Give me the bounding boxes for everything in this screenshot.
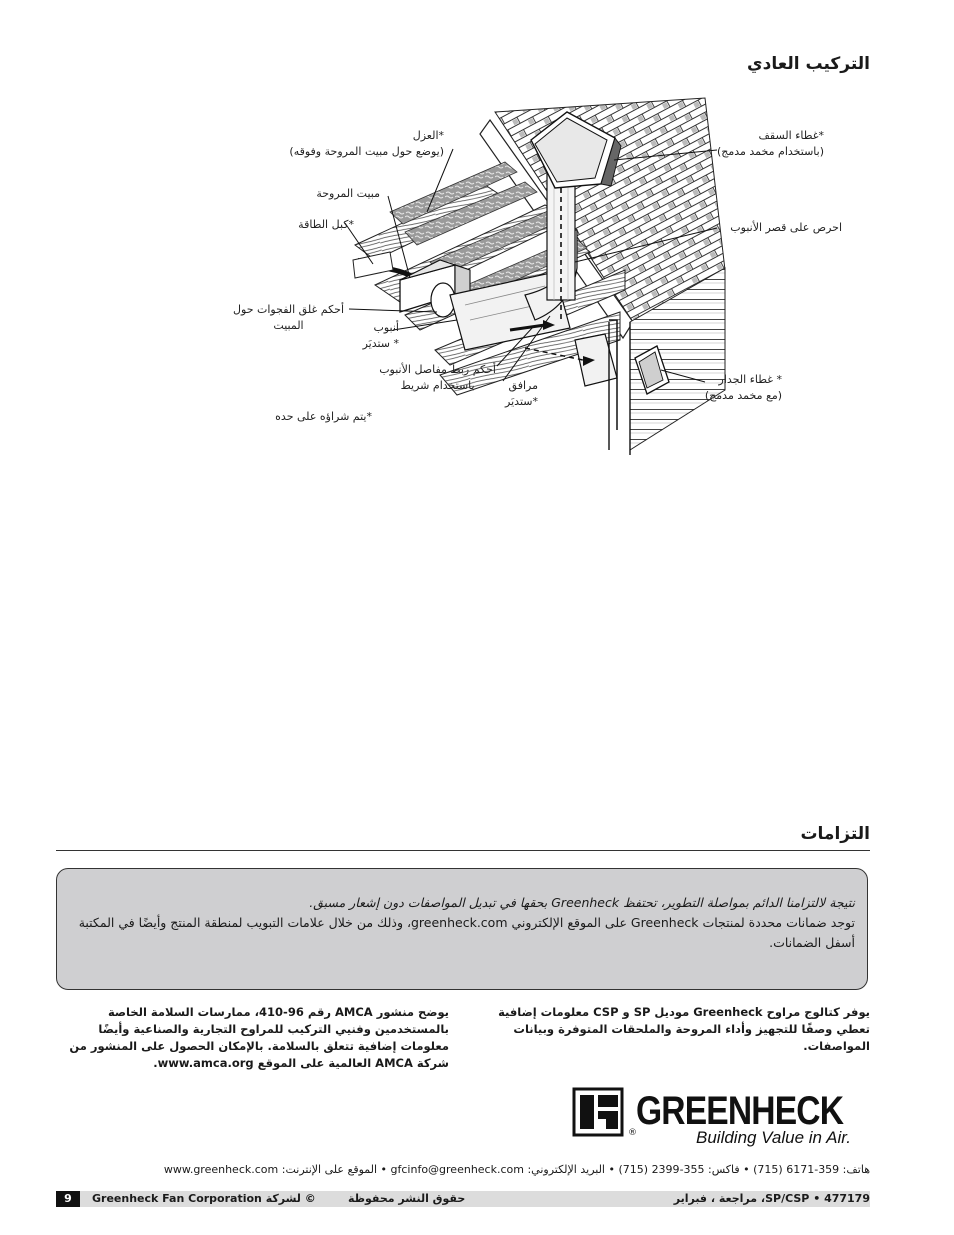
label-wall-cap: * غطاء الجدار (مع مخمد مدمج) (704, 373, 782, 402)
warranty-body: توجد ضمانات محددة لمنتجات Greenheck على الموقع الإلكتروني greenheck.com، وذلك من خلال علامات التبويب لمنطقة المنتج وأيضًا في المكتبة أسفل الضمانات. (78, 915, 855, 950)
warranty-notice: نتيجة لالتزامنا الدائم بمواصلة التطوير، تحتفظ Greenheck بحقها في تبديل المواصفات دون إشعار مسبق. (309, 895, 855, 910)
page-number: 9 (56, 1191, 80, 1207)
catalog-info: يوفر كتالوج مراوح Greenheck موديل SP و CSP معلومات إضافية تعطي وصفًا للتجهيز وأداء المروحة والملحقات المتوفرة وبيانات المواصفات. (498, 1005, 870, 1053)
label-joint-tape: أحكم ربط مفاصل الأنبوب باستخدام شريط (379, 363, 496, 392)
section-title-install: التركيب العادي (747, 54, 870, 74)
section-title-warranty: التزامات (800, 824, 870, 844)
contact-info: هاتف: 359-6171 (715) • فاكس: 355-2399 (715) • البريد الإلكتروني: gfcinfo@greenheck.com • الموقع على الإنترنت: www.greenheck.com (163, 1163, 870, 1176)
label-insulation: *العزل (يوضع حول مبيت المروحة وفوقه) (289, 129, 444, 158)
label-tube: أنبوب * ستديَر (362, 321, 399, 350)
footer-copyright: © لشركة Greenheck Fan Corporation (92, 1192, 316, 1205)
label-duct-care: احرص على قصر الأنبوب (730, 221, 842, 234)
label-elbow: مرافق *ستديَر (505, 379, 538, 408)
label-fan-housing: مبيت المروحة (316, 187, 380, 200)
label-power-cable: *كبل الطاقة (298, 218, 354, 231)
amca-info: يوضح منشور AMCA رقم 96-410، ممارسات السلامة الخاصة بالمستخدمين وفنيي التركيب للمراوح التجارية والصناعية وأيضًا معلومات إضافية تتعلق بالسلامة. بالإمكان الحصول على المنشور من شركة AMCA العالمية على الموقع www.amca.org. (69, 1005, 449, 1070)
section-divider (56, 850, 870, 851)
label-supplied-note: *يتم شراؤه على حده (275, 410, 372, 423)
footer-rights: حقوق النشر محفوظة (348, 1192, 466, 1205)
footer-doc-number: 477179 • SP/CSP، مراجعة ، فبراير (673, 1192, 870, 1205)
greenheck-logo-icon (572, 1087, 628, 1137)
warranty-box (56, 868, 868, 990)
registered-mark: ® (628, 1128, 637, 1138)
brand-tagline: Building Value in Air. (696, 1128, 851, 1147)
label-roof-cap: *غطاء السقف (باستخدام مخمد مدمج) (716, 129, 824, 158)
brand-name: GREENHECK (636, 1089, 844, 1133)
label-gasket-cover: أحكم غلق الفجوات حول المبيت (233, 303, 344, 332)
